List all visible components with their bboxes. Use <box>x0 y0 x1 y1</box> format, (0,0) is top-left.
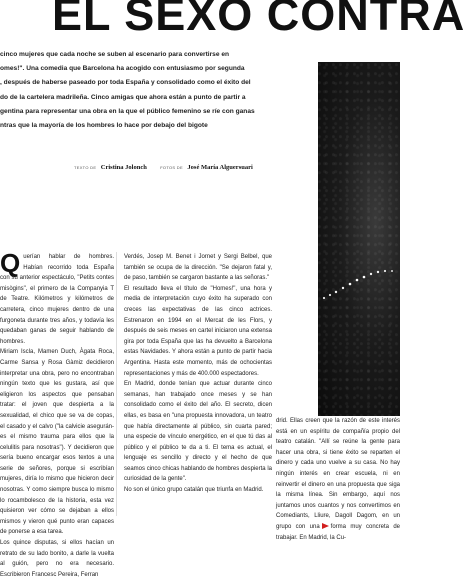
stage-photo <box>318 62 400 416</box>
headline: EL SEXO CONTRA <box>52 0 465 40</box>
author-name: Cristina Jolonch <box>100 164 147 171</box>
photographer-name: José María Alguersuari <box>187 164 253 171</box>
deck-line: cinco mujeres que cada noche se suben al escenario para convertirse en <box>0 51 230 58</box>
body-text: forma muy concreta de trabajar. En Madrid, la Cu- <box>276 523 400 541</box>
deck-intro <box>0 48 300 133</box>
deck-line: gentina para representar una obra en la que el público femenino se ríe con ganas <box>0 107 255 115</box>
deck-line: do de la cartelera madrileña. Cinco amigas que ahora están a punto de partir a <box>0 93 246 101</box>
body-paragraph: No son el único grupo catalán que triunfa en Madrid. <box>124 487 264 494</box>
body-paragraph: Verdés, Josep M. Benet i Jornet y Sergi Belbel, que también se ocupa de la dirección. "Se dejaron fatal y, de paso, también se cargaron bastante a las señoras." <box>124 254 272 282</box>
continuation-arrow-icon <box>322 523 329 529</box>
text-credit-label: TEXTO DE <box>74 165 97 170</box>
body-paragraph: En Madrid, donde tenían que actuar durante cinco semanas, han trabajado once meses y se han consolidado como el éxito del año. El secreto, dicen ellas, es basa en "una propuesta innovadora, un teatro que había directamente al público, sin cuarta pared; una especie de vínculo energético, en el que tú das al público y el público te da a ti. El tema es actual, el lenguaje es sencillo y directo y el hecho de que seamos cinco chicas hablando de hombres despierta la curiosidad de la gente". <box>124 381 272 483</box>
drop-cap: Q <box>0 248 21 278</box>
lead-text: uerían hablar de hombres. Habían recorrido toda España con su anterior espectáculo, "Petits contes misògins", el primero de la Companyia T de Teatre. Kilómetros y kilómetros de carretera, cinco mujeres dentro de una furgoneta durante tres años, y todavía les quedaban ganas de seguir hablando de hombres. <box>0 254 114 345</box>
body-column-1 <box>0 248 114 580</box>
body-column-3 <box>276 416 400 543</box>
photo-credit-label: FOTOS DE <box>160 165 183 170</box>
body-text: drid. Ellas creen que la razón de este interés está en un espíritu de compañía propio del teatro catalán. "Allí se reúne la gente para hacer una obra, si tiene éxito se reparten el dinero y cada uno vuelve a su casa. No hay ningún interés en crear escuela, ni en reinvertir el dinero en una propuesta que siga la misma línea. Sin embargo, aquí nos juntamos unos cuantos y nos convertimos en Comediants, Lliure, Dagoll Dagom, en un grupo con una <box>276 418 400 530</box>
byline <box>74 156 314 174</box>
body-paragraph: Miriam Iscla, Mamen Duch, Àgata Roca, Carme Sansa y Rosa Gàmiz decidieron interpretar una obra, pero no encontraban ningún texto que les gustara, así que eligieron los aspectos que pensaban tratar: el joven que despierta a la sexualidad, el chico que se va de copas, el casado y el calvo ("la calvicie asegurán- es el mismo trauma para ellos que la celulitis para nosotras"). Y decidieron que sería bueno encargar esos textos a una serie de señores, porque si escribían mujeres, diría lo mismo que hicieron decir nosotras. Y como siempre busca lo mismo lo rocambolesco de la historia, esta vez quisieron ver cómo se dejaban a ellos mismos y vieron qué punto eran capaces de ponerse a esa tarea. <box>0 349 114 536</box>
body-paragraph <box>276 416 400 543</box>
body-paragraph: Los quince disputas, si ellos hacían un retrato de su lado bonito, a darle la vuelta al guión, pero no era necesario. Escribieron Francesc Pereira, Ferran <box>0 540 114 578</box>
body-column-2 <box>124 252 272 496</box>
deck-line: ntras que la mayoría de los hombres lo hace por debajo del bigote <box>0 122 208 130</box>
lead-paragraph <box>0 248 114 347</box>
deck-line: , después de haberse paseado por toda España y consolidado como el éxito del <box>0 79 251 87</box>
column-divider <box>116 252 117 516</box>
string-lights-graphic <box>318 62 400 416</box>
deck-line: omes!". Una comedia que Barcelona ha acogido con entusiasmo por segunda <box>0 65 245 73</box>
body-paragraph: El resultado lleva el título de "Homes!", una hora y media de interpretación cuyo éxito ha superado con creces las expectativas de las cinco actrices. Estrenaron en 1994 en el Mercat de les Flors, y después de seis meses en cartel iniciaron una extensa gira por toda España que las ha devuelto a Barcelona estas Navidades. Y ahora están a punto de partir hacia Argentina. Hasta este momento, más de ochocientas representaciones y más de 400.000 espectadores. <box>124 285 272 377</box>
